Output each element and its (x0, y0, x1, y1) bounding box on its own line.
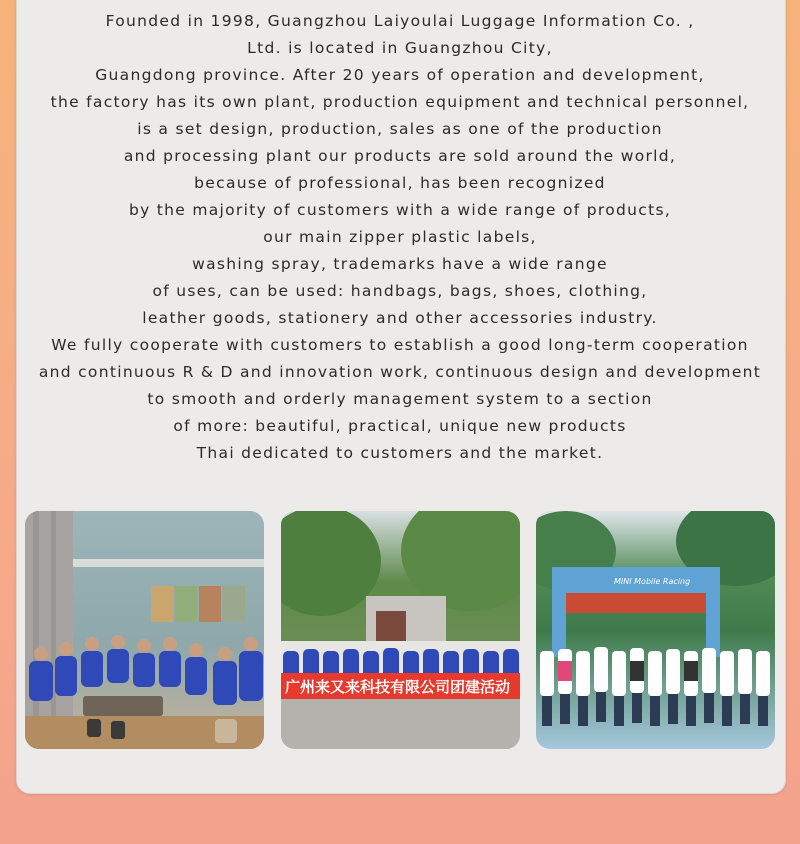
intro-line: because of professional, has been recognized (194, 174, 606, 192)
intro-line: and continuous R & D and innovation work, continuous design and development (38, 363, 762, 381)
intro-line: leather goods, stationery and other accessories industry. (142, 309, 658, 327)
arch-team-photo (536, 511, 775, 749)
intro-line: washing spray, trademarks have a wide range (192, 255, 608, 273)
banner-text: 广州来又来科技有限公司团建活动 (285, 678, 511, 696)
intro-line: by the majority of customers with a wide range of products, (128, 201, 672, 219)
intro-line: and processing plant our products are sold around the world, (123, 147, 677, 165)
intro-line: of more: beautiful, practical, unique new products (173, 417, 627, 435)
intro-line: to smooth and orderly management system to a section (147, 390, 653, 408)
intro-line: We fully cooperate with customers to establish a good long-term cooperation (51, 336, 749, 354)
company-introduction (0, 8, 800, 467)
intro-line: our main zipper plastic labels, (263, 228, 537, 246)
intro-line: Founded in 1998, Guangzhou Laiyoulai Luggage Information Co. , (105, 12, 695, 30)
intro-line: Thai dedicated to customers and the market. (196, 444, 604, 462)
outdoor-banner-team-photo (281, 511, 520, 749)
team-photo-gallery (25, 511, 775, 749)
intro-line: the factory has its own plant, production equipment and technical personnel, (50, 93, 750, 111)
arch-sign: MINI Mobile Racing (614, 577, 691, 586)
intro-line: Ltd. is located in Guangzhou City, (247, 39, 553, 57)
intro-line: is a set design, production, sales as one of the production (137, 120, 663, 138)
intro-line: Guangdong province. After 20 years of operation and development, (95, 66, 705, 84)
intro-line: of uses, can be used: handbags, bags, shoes, clothing, (152, 282, 648, 300)
indoor-team-photo (25, 511, 264, 749)
